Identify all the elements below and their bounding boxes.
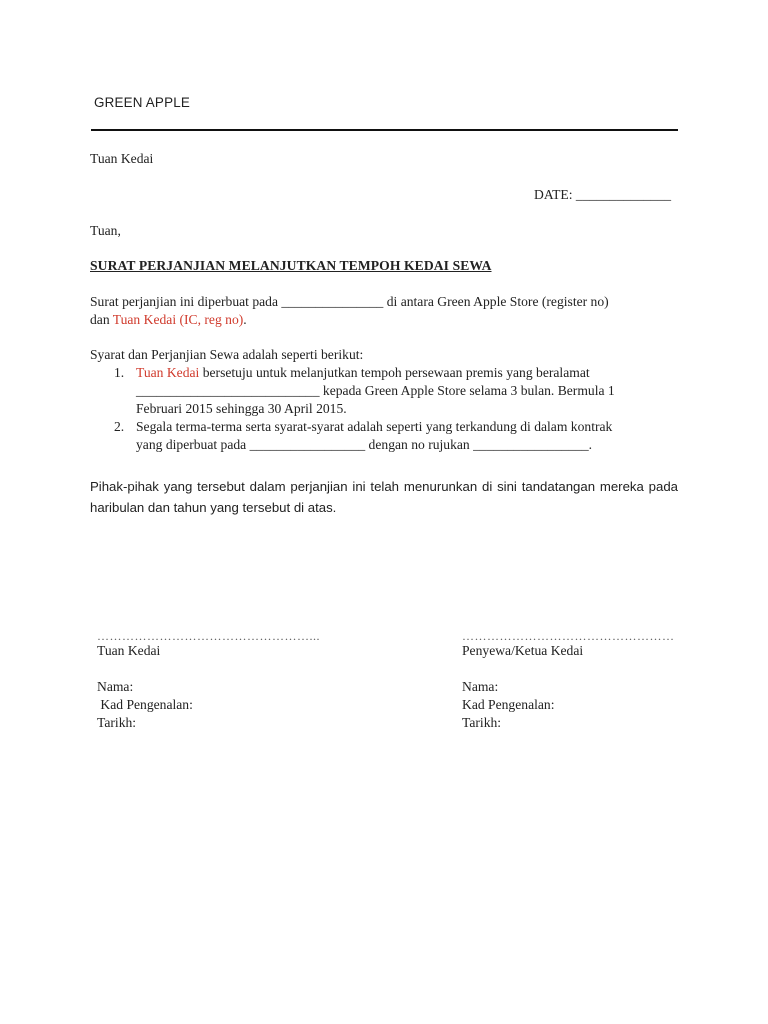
intro-line-2-prefix: dan: [90, 312, 113, 327]
term-text: bersetuju untuk melanjutkan tempoh persewaan premis yang beralamat: [199, 365, 590, 380]
signature-line-right: ……………………………………………: [462, 629, 675, 643]
terms-list: [90, 364, 678, 454]
signatory-left: Tuan Kedai: [97, 643, 161, 658]
salutation: Tuan,: [90, 223, 121, 238]
term-text: yang diperbuat pada _________________ dengan no rujukan _________________.: [136, 437, 593, 452]
name-label-right: Nama:: [462, 679, 499, 694]
term-number: 1.: [114, 365, 125, 380]
signature-line-left: ……………………………………………...: [97, 629, 320, 643]
recipient: Tuan Kedai: [90, 151, 154, 166]
date-label-left: Tarikh:: [97, 715, 137, 730]
shop-owner-placeholder: Tuan Kedai (IC, reg no): [112, 312, 244, 327]
document-title: SURAT PERJANJIAN MELANJUTKAN TEMPOH KEDAI SEWA: [90, 258, 492, 273]
term-item: [90, 418, 678, 454]
signatory-right: Penyewa/Ketua Kedai: [462, 643, 584, 658]
term-text: ___________________________ kepada Green Apple Store selama 3 bulan. Bermula 1: [136, 383, 615, 398]
term-text: Februari 2015 sehingga 30 April 2015.: [136, 401, 347, 416]
company-name: GREEN APPLE: [94, 95, 190, 110]
ic-label-left: Kad Pengenalan:: [97, 697, 193, 712]
intro-line-1: Surat perjanjian ini diperbuat pada _______________ di antara Green Apple Store (register no): [90, 294, 609, 309]
term-text: Segala terma-terma serta syarat-syarat adalah seperti yang terkandung di dalam kontrak: [136, 419, 613, 434]
date-field: DATE: ______________: [534, 187, 672, 202]
ic-label-right: Kad Pengenalan:: [462, 697, 555, 712]
term-red-text: Tuan Kedai: [136, 365, 200, 380]
terms-intro: Syarat dan Perjanjian Sewa adalah seperti berikut:: [90, 347, 364, 362]
date-label-right: Tarikh:: [462, 715, 502, 730]
closing-paragraph: Pihak-pihak yang tersebut dalam perjanjian ini telah menurunkan di sini tandatangan mereka pada haribulan dan tahun yang tersebut di atas.: [90, 479, 678, 515]
intro-line-2: [90, 311, 247, 329]
name-label-left: Nama:: [97, 679, 134, 694]
intro-line-2-suffix: .: [243, 312, 247, 327]
term-item: [90, 364, 678, 418]
term-number: 2.: [114, 419, 125, 434]
header-divider: [91, 129, 678, 131]
